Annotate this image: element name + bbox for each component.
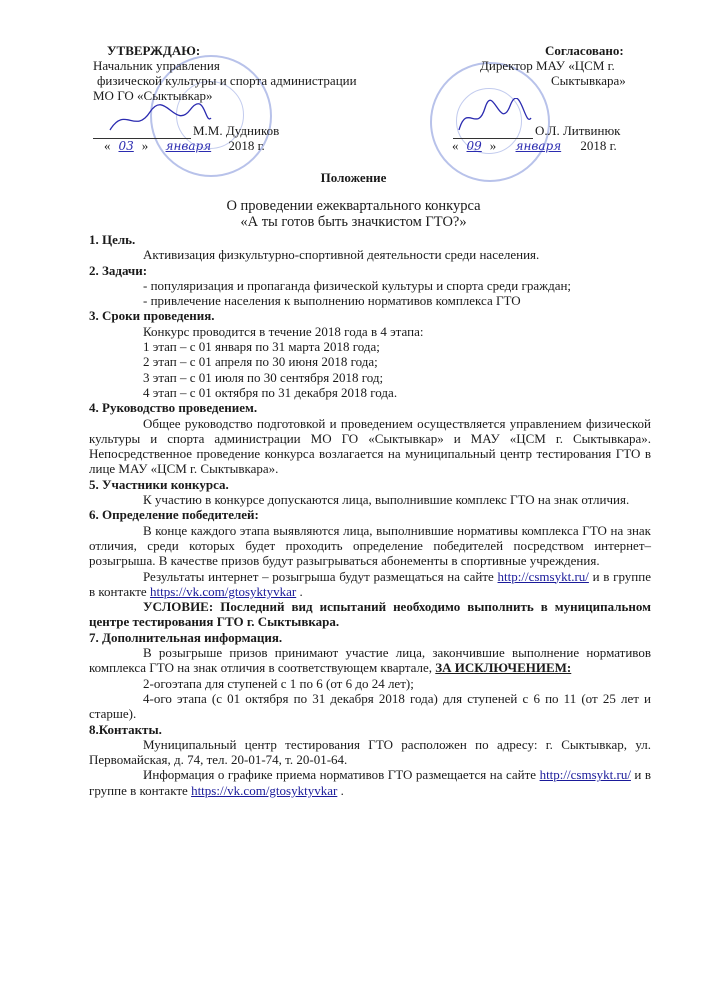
- approve-date-open: «: [104, 138, 111, 153]
- section-8-title: 8.Контакты.: [89, 721, 162, 737]
- document-title-line2: «А ты готов быть значкистом ГТО?»: [240, 214, 467, 230]
- section-1-text: Активизация физкультурно-спортивной деятельности среди населения.: [143, 247, 540, 263]
- approve-position-line2: физической культуры и спорта администрации: [97, 73, 357, 88]
- section-2-title: 2. Задачи:: [89, 262, 148, 278]
- site-link[interactable]: http://csmsykt.ru/: [497, 568, 589, 584]
- agree-date: [452, 138, 617, 154]
- approve-title: УТВЕРЖДАЮ:: [107, 43, 201, 58]
- section-2-item: - привлечение населения к выполнению нормативов комплекса ГТО: [143, 293, 521, 309]
- section-7-item: 2-огоэтапа для ступеней с 1 по 6 (от 6 до 24 лет);: [143, 675, 414, 691]
- section-7-body: В розыгрыше призов принимают участие лица, закончившие выполнение нормативов комплекса ГТО на знак отличия в соответствующем квартале,: [89, 645, 651, 676]
- section-7-item: 4-ого этапа (с 01 октября по 31 декабря 2018 года) для ступеней с 6 по 11 (от 25 лет и старше).: [89, 690, 651, 722]
- agree-month: января: [515, 139, 562, 153]
- section-8-info-text: Информация о графике приема нормативов ГТО размещается на сайте: [143, 767, 540, 783]
- approve-day: 03: [118, 139, 134, 153]
- document-body: [89, 232, 651, 798]
- agree-name: О.Л. Литвинюк: [535, 123, 621, 138]
- agree-date-close: »: [489, 138, 497, 153]
- approve-position-line1: Начальник управления: [93, 58, 220, 73]
- condition-text: УСЛОВИЕ: Последний вид испытаний необходимо выполнить в муниципальном центре тестирования ГТО г. Сыктывкара.: [89, 599, 651, 630]
- section-8-info-text: .: [337, 782, 344, 798]
- approve-date: [104, 138, 265, 154]
- section-2-item: - популяризация и пропаганда физической культуры и спорта среди граждан;: [143, 277, 572, 293]
- approve-year: 2018 г.: [228, 138, 265, 153]
- agree-year: 2018 г.: [580, 138, 617, 153]
- section-8-text: Муниципальный центр тестирования ГТО расположен по адресу: г. Сыктывкар, ул. Первомайская, д. 74, тел. 20-01-74, т. 20-01-64.: [89, 736, 651, 768]
- section-5-title: 5. Участники конкурса.: [89, 476, 229, 492]
- agree-position-line1: Директор МАУ «ЦСМ г.: [480, 58, 615, 73]
- section-3-stage: 3 этап – с 01 июля по 30 сентября 2018 год;: [143, 369, 384, 385]
- section-7-exception: ЗА ИСКЛЮЧЕНИЕМ:: [435, 660, 572, 676]
- approve-date-close: »: [141, 138, 149, 153]
- section-3-stage: 2 этап – с 01 апреля по 30 июня 2018 года;: [143, 354, 378, 370]
- section-1-title: 1. Цель.: [89, 232, 136, 247]
- section-4-text: Общее руководство подготовкой и проведением осуществляется управлением физической культуры и спорта администрации МО ГО «Сыктывкар» и МАУ «ЦСМ г. Сыктывкара». Непосредственное проведение конкурса возлагается на муниципальный центр тестирования ГТО в лице МАУ «ЦСМ г. Сыктывкара».: [89, 415, 651, 477]
- agree-date-open: «: [452, 138, 459, 153]
- section-6-results: [89, 569, 651, 600]
- agree-day: 09: [466, 139, 482, 153]
- section-3-text: Конкурс проводится в течение 2018 года в 4 этапа:: [143, 323, 424, 339]
- section-3-stage: 4 этап – с 01 октября по 31 декабря 2018 года.: [143, 384, 398, 400]
- section-6-title: 6. Определение победителей:: [89, 507, 259, 523]
- vk-group-link[interactable]: https://vk.com/gtosyktyvkar: [191, 782, 338, 798]
- section-8-info: [89, 767, 651, 798]
- section-6-results-text: и в группе в контакте: [89, 568, 651, 599]
- document-kind: Положение: [320, 170, 387, 185]
- section-3-stage: 1 этап – с 01 января по 31 марта 2018 года;: [143, 339, 380, 355]
- section-5-text: К участию в конкурсе допускаются лица, выполнившие комплекс ГТО на знак отличия.: [143, 492, 630, 508]
- site-link[interactable]: http://csmsykt.ru/: [539, 767, 631, 783]
- approve-position-line3: МО ГО «Сыктывкар»: [93, 88, 213, 103]
- section-4-title: 4. Руководство проведением.: [89, 400, 258, 416]
- section-8-info-text: и в группе в контакте: [89, 767, 651, 798]
- document-title-line1: О проведении ежеквартального конкурса: [226, 198, 481, 214]
- approve-month: января: [165, 139, 212, 153]
- section-7-title: 7. Дополнительная информация.: [89, 629, 283, 645]
- section-6-results-text: .: [296, 583, 303, 599]
- approve-name: М.М. Дудников: [193, 123, 280, 138]
- agree-title: Согласовано:: [545, 43, 624, 58]
- agree-position-line2: Сыктывкара»: [551, 73, 626, 88]
- vk-group-link[interactable]: https://vk.com/gtosyktyvkar: [149, 583, 297, 599]
- section-6-results-text: Результаты интернет – розыгрыша будут размещаться на сайте: [143, 568, 498, 584]
- section-3-title: 3. Сроки проведения.: [89, 308, 215, 324]
- signature-right: [455, 98, 535, 138]
- section-7-text: [89, 645, 651, 676]
- section-6-text: В конце каждого этапа выявляются лица, выполнившие нормативы комплекса ГТО на знак отличия, среди которых будет проходить определение победителей посредством интернет–розыгрыша. В качестве призов будут разыгрываться абонементы в спортивные учреждения.: [89, 522, 651, 569]
